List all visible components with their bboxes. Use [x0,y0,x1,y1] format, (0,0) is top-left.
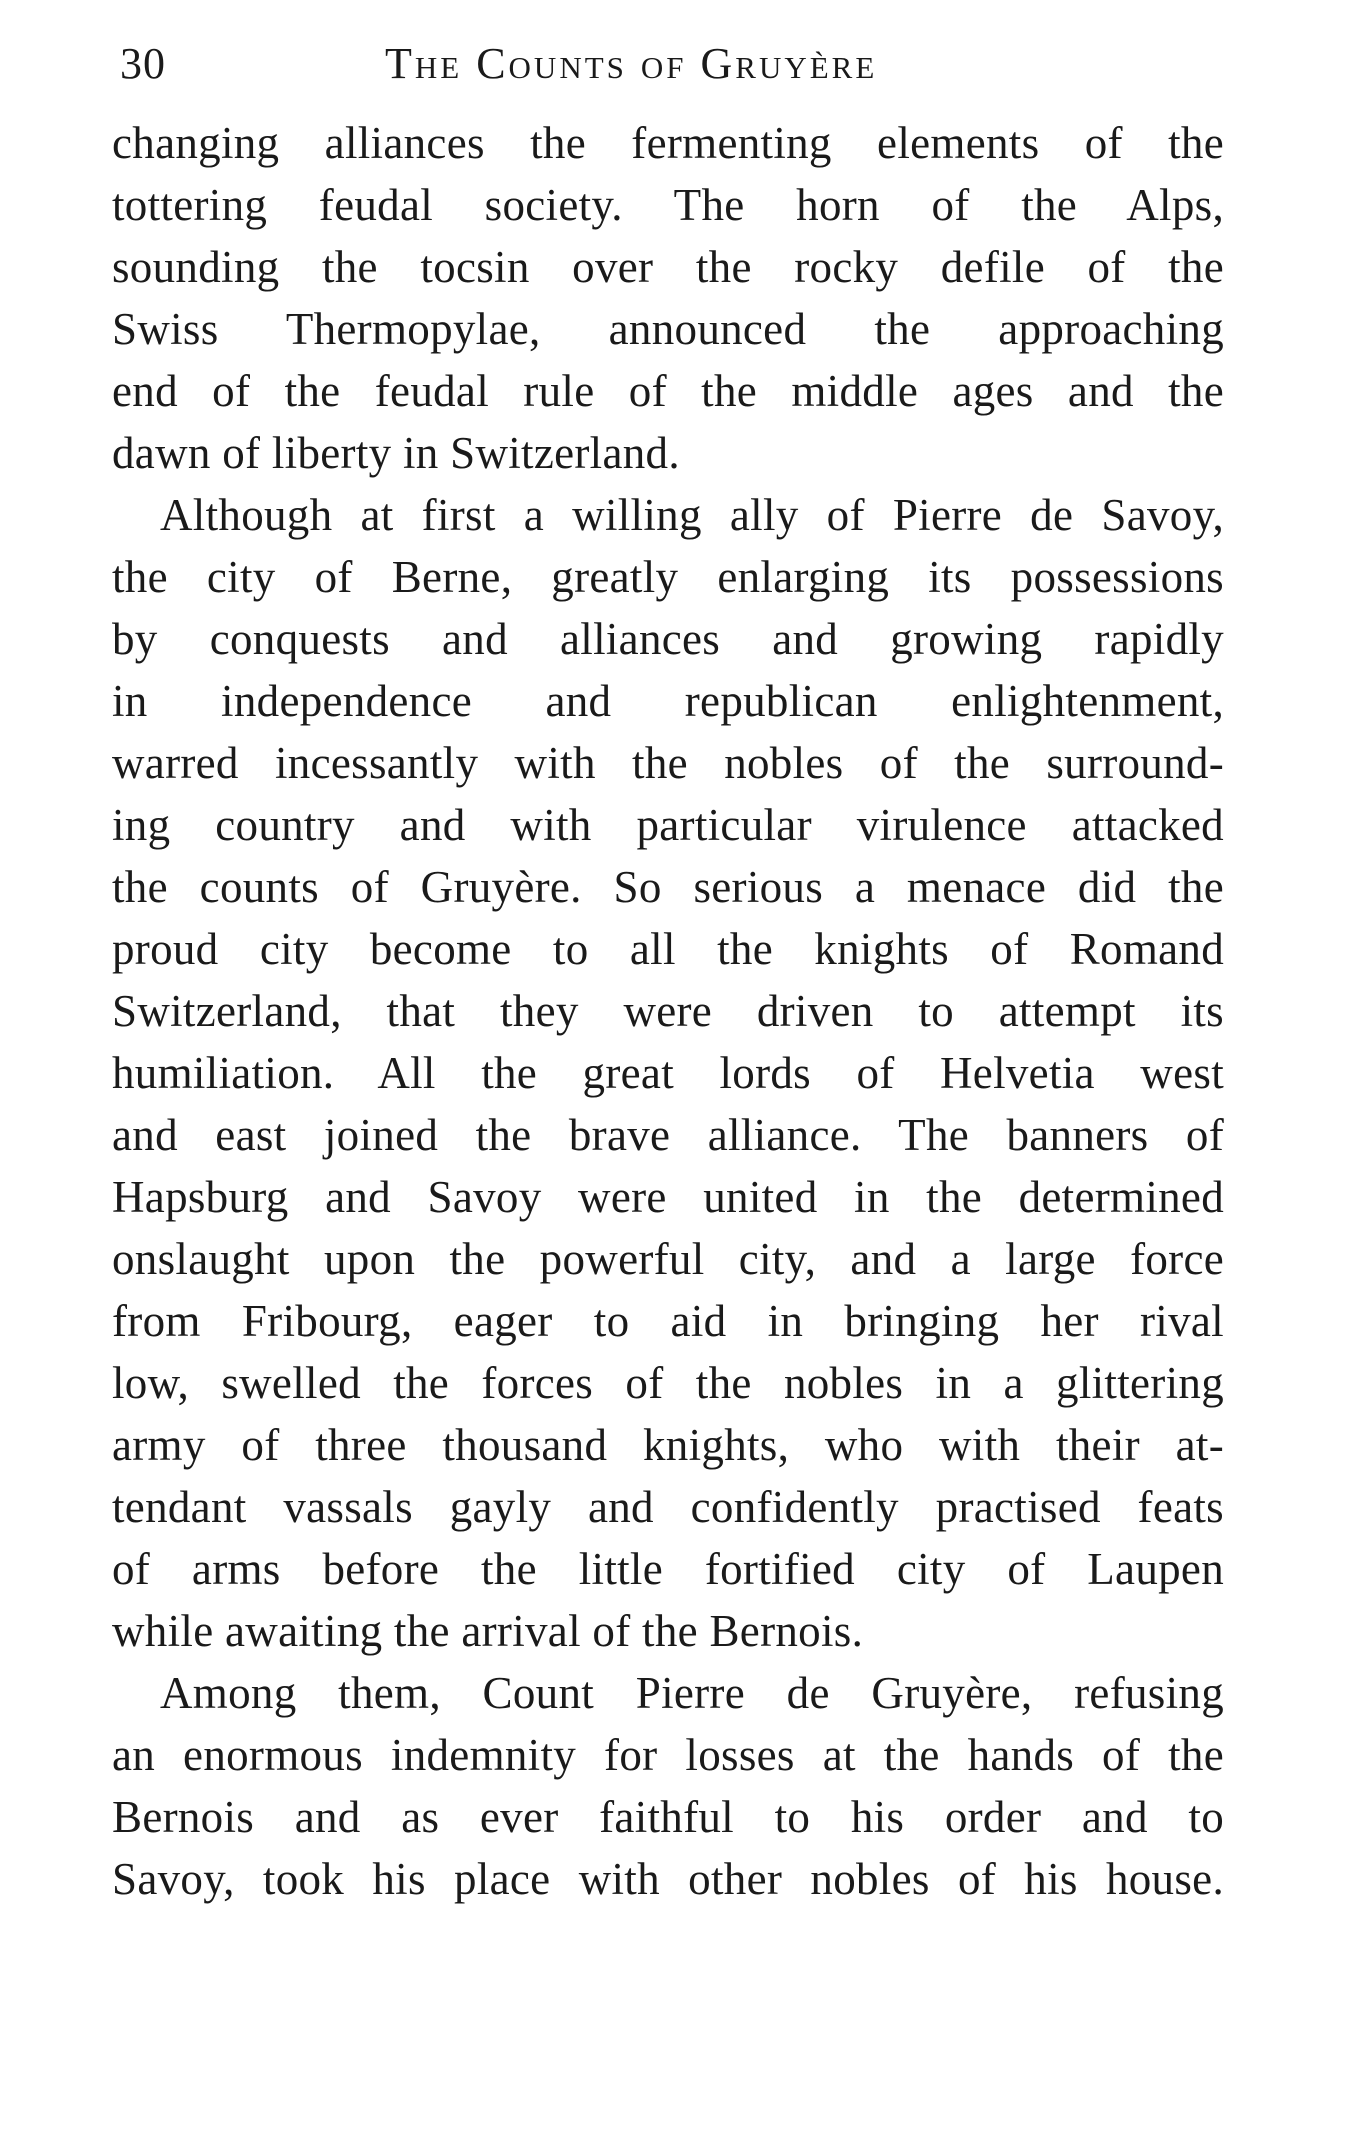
text-line: ing country and with particular virulence attacked [112,800,1224,850]
running-head [110,38,1230,108]
text-line: and east joined the brave alliance. The banners of [112,1110,1224,1160]
text-line: proud city become to all the knights of Romand [112,924,1224,974]
text-line: humiliation. All the great lords of Helvetia west [112,1048,1224,1098]
text-line: the counts of Gruyère. So serious a menace did the [112,862,1224,912]
text-line: while awaiting the arrival of the Bernois. [112,1606,864,1656]
text-line: changing alliances the fermenting elements of the [112,118,1224,168]
text-line: Swiss Thermopylae, announced the approaching [112,304,1224,354]
text-line: Although at first a willing ally of Pierre de Savoy, [160,490,1224,540]
text-line: tendant vassals gayly and confidently practised feats [112,1482,1224,1532]
text-line: an enormous indemnity for losses at the hands of the [112,1730,1224,1780]
text-line: the city of Berne, greatly enlarging its possessions [112,552,1224,602]
text-line: tottering feudal society. The horn of the Alps, [112,180,1224,230]
text-line: Savoy, took his place with other nobles of his house. [112,1854,1224,1904]
text-line: Hapsburg and Savoy were united in the determined [112,1172,1224,1222]
paragraph-3 [112,1662,1224,1910]
text-line: in independence and republican enlightenment, [112,676,1224,726]
text-line: Bernois and as ever faithful to his order and to [112,1792,1224,1842]
text-line: Among them, Count Pierre de Gruyère, refusing [160,1668,1224,1718]
paragraph-2 [112,484,1224,1662]
text-line: Switzerland, that they were driven to attempt its [112,986,1224,1036]
text-line: of arms before the little fortified city of Laupen [112,1544,1224,1594]
paragraph-1 [112,112,1224,484]
page-number: 30 [120,39,166,88]
text-line: end of the feudal rule of the middle ages and the [112,366,1224,416]
text-line: dawn of liberty in Switzerland. [112,428,680,478]
text-line: low, swelled the forces of the nobles in a glittering [112,1358,1224,1408]
text-line: army of three thousand knights, who with their at- [112,1420,1224,1470]
text-line: from Fribourg, eager to aid in bringing her rival [112,1296,1224,1346]
text-line: warred incessantly with the nobles of the surround- [112,738,1224,788]
text-line: by conquests and alliances and growing rapidly [112,614,1224,664]
body-text [112,112,1224,1910]
text-line: onslaught upon the powerful city, and a large force [112,1234,1224,1284]
text-line: sounding the tocsin over the rocky defile of the [112,242,1224,292]
running-title: The Counts of Gruyère [385,39,878,88]
